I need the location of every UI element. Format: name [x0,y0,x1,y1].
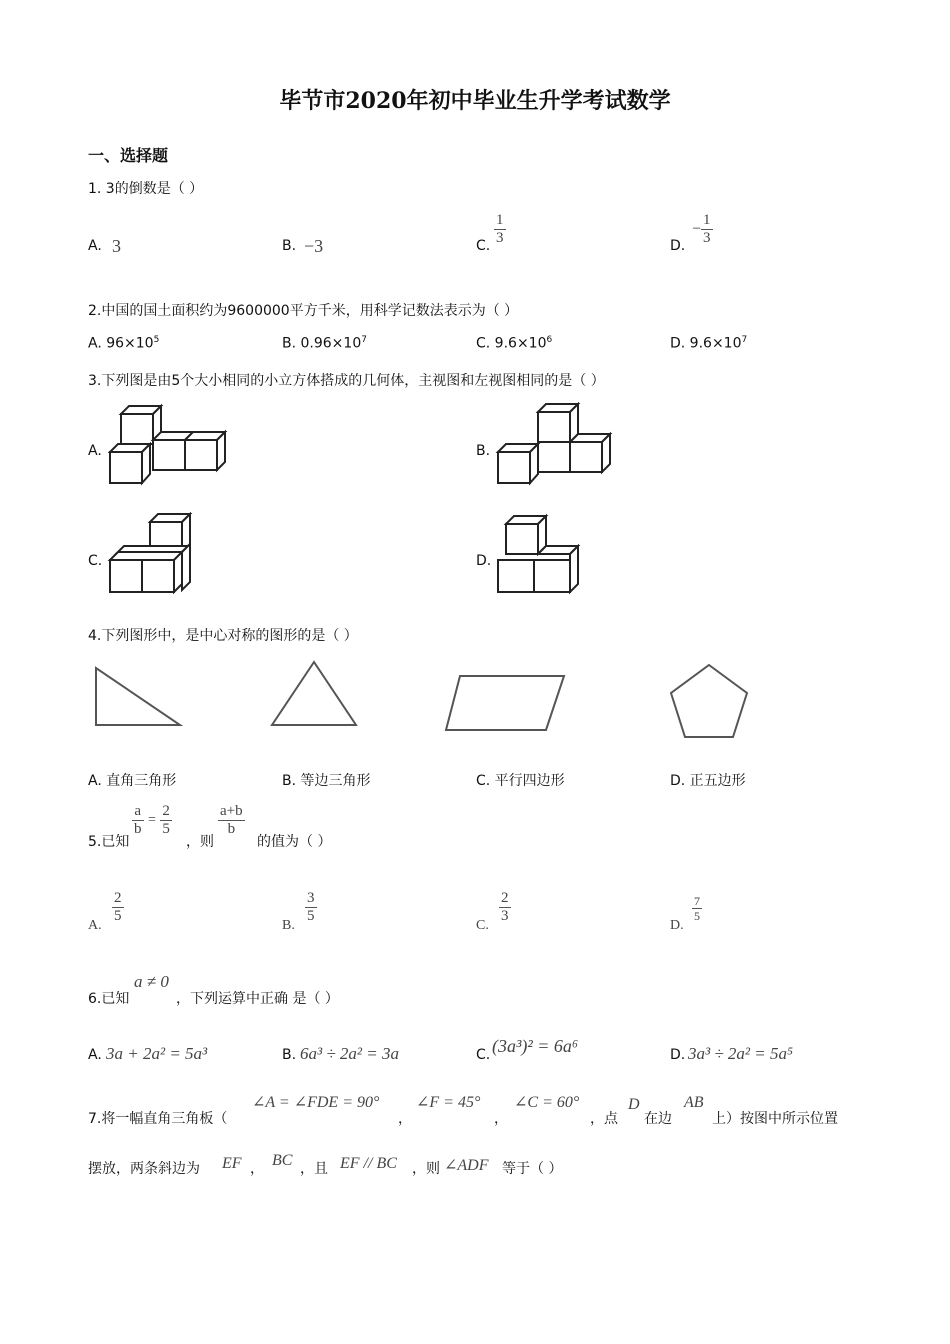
fraction-denominator: 3 [496,230,504,246]
q7-text-point: ，点 [590,1111,618,1127]
q7-comma: ， [494,1111,508,1127]
q4-option-a: A. 直角三角形 [88,773,177,789]
q4-option-b: B. 等边三角形 [282,773,371,789]
q6-option-c: (3a³)² = 6a⁶ [492,1036,579,1056]
fraction-numerator: a [132,803,144,821]
exponent: 5 [153,335,160,345]
q6-option-b-label: B. [282,1047,297,1063]
q5-option-b [305,890,317,925]
q7-math-bc: BC [272,1152,293,1169]
q4-option-d: D. 正五边形 [670,773,746,789]
page-title: 毕节市2020年初中毕业生升学考试数学 [279,88,671,114]
q7-comma: ， [398,1111,412,1127]
q3-option-b-label: B. [476,443,491,459]
q5-given-ratio [132,803,172,838]
option-text: B. 0.96×10 [282,335,362,352]
q2-option-c [476,335,552,352]
q7-math-angle-c: ∠C = 60° [514,1094,580,1111]
q5-option-a-label: A. [88,918,102,933]
fraction-denominator: 5 [694,909,700,923]
q3-figure-d [494,512,586,596]
fraction-numerator: 7 [694,894,700,908]
q2-option-b [282,335,367,352]
option-text: A. 96×10 [88,335,154,352]
pentagon-figure [666,660,752,742]
exponent: 7 [361,335,367,345]
fraction-numerator: 1 [496,212,504,228]
q1-option-a: 3 [112,236,121,256]
fraction-numerator: 2 [162,803,170,819]
q6-prefix: 6.已知 [88,991,130,1007]
fraction-denominator: b [227,821,236,837]
q6-option-d: 3a³ ÷ 2a² = 5a⁵ [688,1044,793,1063]
fraction-denominator: 3 [501,908,509,924]
fraction-numerator: 2 [501,890,509,906]
parallelogram-figure [442,668,568,734]
q5-target-expression [218,803,245,838]
q1-option-a-label: A. [88,238,102,254]
exponent: 6 [546,335,553,345]
fraction-numerator: 3 [307,890,315,906]
q7-comma: ， [250,1161,264,1177]
fraction-denominator: 5 [162,821,170,837]
q7-math-parallel: EF // BC [340,1155,397,1172]
question-2-stem: 2.中国的国土面积约为9600000平方千米，用科学记数法表示为（ ） [88,303,519,319]
fraction-numerator: 2 [114,890,122,906]
q7-math-d: D [628,1096,640,1113]
q3-option-d-label: D. [476,553,492,569]
q5-suffix: 的值为（ ） [257,834,332,850]
q7-math-ab: AB [684,1094,704,1111]
q7-math-angle-adf: ∠ADF [444,1157,489,1174]
q1-option-b: −3 [304,236,324,256]
q7-text-position: 上）按图中所示位置 [712,1111,838,1127]
fraction-denominator: 5 [114,908,122,924]
q1-option-c [494,212,506,247]
option-text: D. 9.6×10 [670,335,742,352]
q7-math-angle-f: ∠F = 45° [416,1094,481,1111]
q5-connector: ，则 [186,834,214,850]
question-3-stem: 3.下列图是由5个大小相同的小立方体搭成的几何体，主视图和左视图相同的是（ ） [88,373,605,389]
q6-suffix: ，下列运算中正确 是（ ） [176,991,339,1007]
q6-option-c-label: C. [476,1047,491,1063]
q6-option-b: 6a³ ÷ 2a² = 3a [300,1044,399,1063]
q7-math-angles-1: ∠A = ∠FDE = 90° [252,1094,380,1111]
q3-figure-b [494,402,618,486]
option-text: C. 9.6×10 [476,335,547,352]
fraction-denominator: 3 [703,230,711,246]
q7-text-equals: 等于（ ） [502,1161,563,1177]
q7-text-on-side: 在边 [644,1111,672,1127]
q2-option-a [88,335,159,352]
q5-option-d-label: D. [670,918,684,933]
q1-option-b-label: B. [282,238,297,254]
q5-option-c [499,890,511,925]
q5-option-c-label: C. [476,918,489,933]
q7-text-and: ，且 [300,1161,328,1177]
fraction-numerator: 1 [703,212,711,228]
q7-line2-start: 摆放，两条斜边为 [88,1161,200,1177]
q1-option-d [692,212,713,247]
equilateral-triangle-figure [266,658,362,730]
question-4-stem: 4.下列图形中，是中心对称的图形的是（ ） [88,628,358,644]
q2-option-d [670,335,747,352]
q6-option-a-label: A. [88,1047,102,1063]
q3-figure-c [106,512,198,596]
q7-line1-start: 7.将一幅直角三角板（ [88,1111,228,1127]
section-heading: 一、选择题 [88,146,169,165]
q7-math-ef: EF [222,1155,242,1172]
q5-option-a [112,890,124,925]
q1-option-d-label: D. [670,238,686,254]
fraction-denominator: 5 [307,908,315,924]
fraction-numerator: a+b [220,803,243,819]
q5-option-d [692,894,702,923]
q5-prefix: 5.已知 [88,834,130,850]
q3-option-c-label: C. [88,553,103,569]
q1-option-c-label: C. [476,238,491,254]
q5-option-b-label: B. [282,918,295,933]
q6-option-a: 3a + 2a² = 5a³ [106,1044,208,1063]
q6-option-d-label: D. [670,1047,686,1063]
q6-condition: a ≠ 0 [134,972,169,991]
q4-option-c: C. 平行四边形 [476,773,565,789]
equals-sign: = [147,812,156,828]
fraction-denominator: b [134,821,142,837]
right-triangle-figure [90,662,186,730]
question-1-stem: 1. 3的倒数是（ ） [88,181,204,197]
q3-figure-a [106,400,230,486]
q7-text-then: ，则 [412,1161,440,1177]
minus-sign: − [692,220,702,238]
exponent: 7 [741,335,748,345]
q3-option-a-label: A. [88,443,102,459]
